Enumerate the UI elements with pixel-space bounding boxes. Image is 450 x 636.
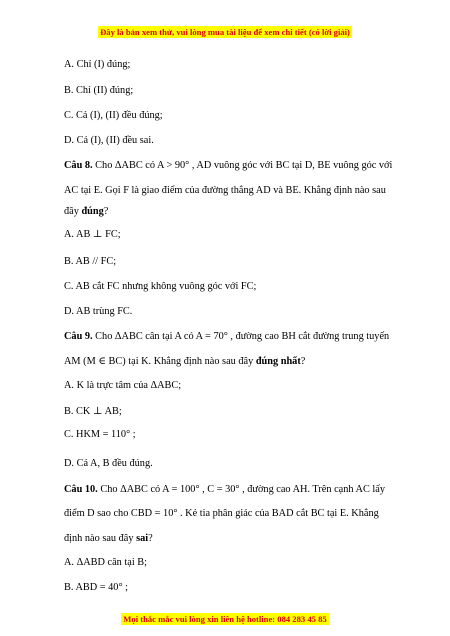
hotline-notice-banner: Mọi thắc mắc vui lòng xin liên hệ hotline: 084 283 45 85 <box>123 614 327 624</box>
question-9-label: Câu 9. <box>64 331 93 342</box>
question-8-line-3: đây đúng? <box>64 206 109 217</box>
question-10-line-3: định nào sau đây sai? <box>64 533 153 544</box>
q9-option-c: C. HKM = 110° ; <box>64 429 136 440</box>
q9-option-b: B. CK ⊥ AB; <box>64 406 122 417</box>
q8-option-d: D. AB trùng FC. <box>64 306 133 317</box>
q8-option-a: A. AB ⊥ FC; <box>64 229 121 240</box>
prev-option-d: D. Cả (I), (II) đều sai. <box>64 135 154 146</box>
question-9-line-2: AM (M ∈ BC) tại K. Khẳng định nào sau đây đúng nhất? <box>64 356 306 367</box>
question-8-line-1: Câu 8. Cho ΔABC có A > 90° , AD vuông góc với BC tại D, BE vuông góc với <box>64 160 393 171</box>
question-9-line-1: Câu 9. Cho ΔABC cân tại A có A = 70° , đường cao BH cắt đường trung tuyến <box>64 331 390 342</box>
question-10-line-1: Câu 10. Cho ΔABC có A = 100° , C = 30° , đường cao AH. Trên cạnh AC lấy <box>64 484 385 495</box>
question-10-line-2: điểm D sao cho CBD = 10° . Kẻ tia phân giác của BAD cắt BC tại E. Khẳng <box>64 508 379 519</box>
q10-option-b: B. ABD = 40° ; <box>64 582 128 593</box>
preview-notice-banner: Đây là bản xem thử, vui lòng mua tài liệu để xem chi tiết (có lời giải) <box>100 27 350 37</box>
q9-option-a: A. K là trực tâm của ΔABC; <box>64 380 182 391</box>
q9-option-d: D. Cả A, B đều đúng. <box>64 458 153 469</box>
q8-option-b: B. AB // FC; <box>64 256 117 267</box>
question-8-label: Câu 8. <box>64 160 93 171</box>
prev-option-c: C. Cả (I), (II) đều đúng; <box>64 110 163 121</box>
question-8-line-2: AC tại E. Gọi F là giao điểm của đường thẳng AD và BE. Khẳng định nào sau <box>64 185 386 196</box>
q8-option-c: C. AB cắt FC nhưng không vuông góc với FC; <box>64 281 257 292</box>
question-10-label: Câu 10. <box>64 484 98 495</box>
q10-option-a: A. ΔABD cân tại B; <box>64 557 147 568</box>
prev-option-a: A. Chỉ (I) đúng; <box>64 59 131 70</box>
prev-option-b: B. Chỉ (II) đúng; <box>64 85 134 96</box>
